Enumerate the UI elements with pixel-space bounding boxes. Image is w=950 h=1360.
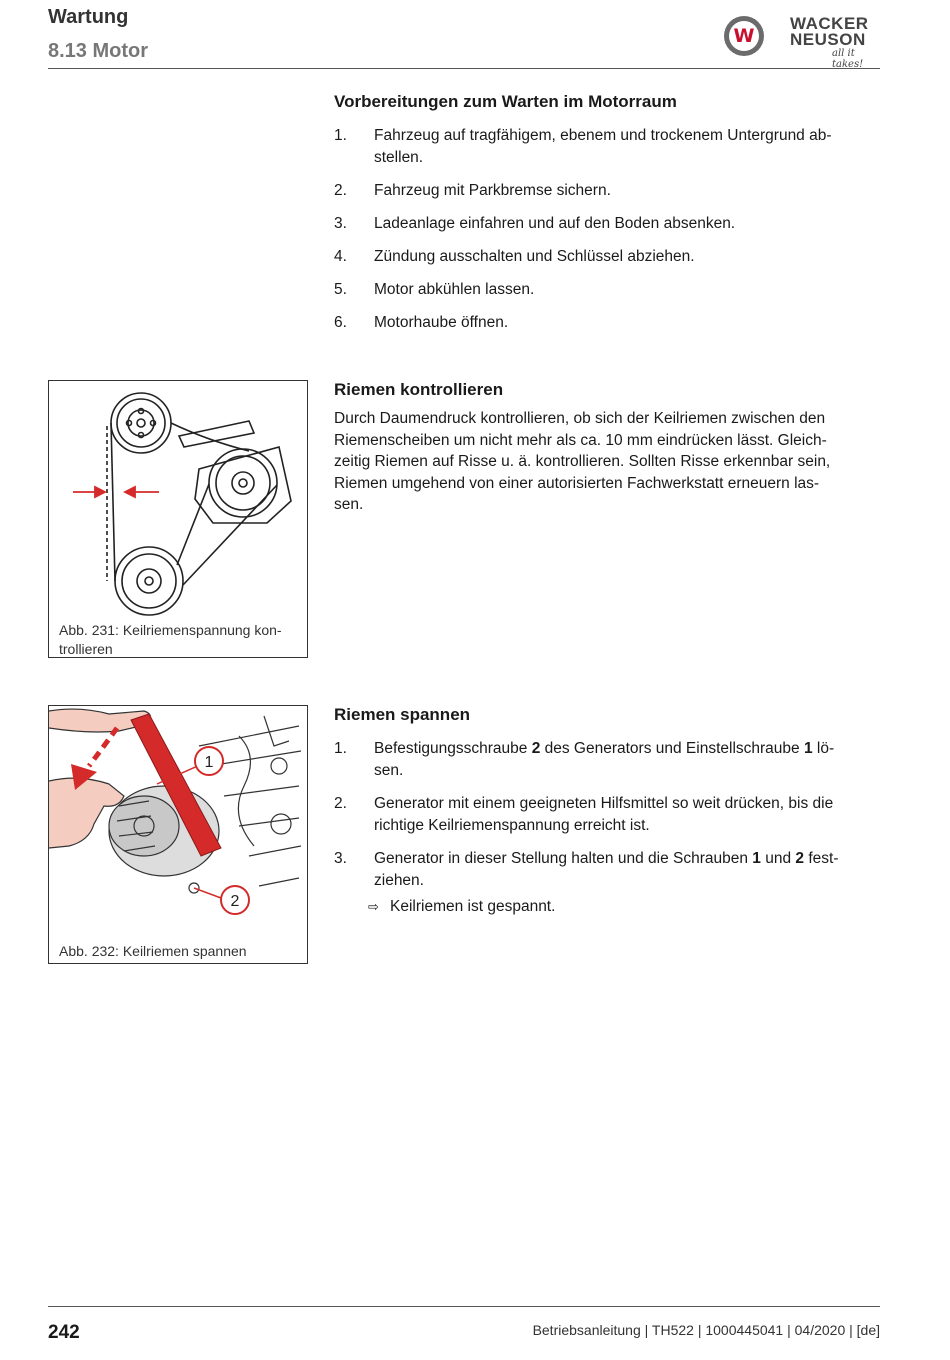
logo-text-line1: WACKER xyxy=(790,14,869,33)
belt-drive-drawing xyxy=(49,381,307,616)
callout-2: 2 xyxy=(230,893,240,910)
figure-belt-check xyxy=(48,380,308,658)
result-line: ⇨ Keilriemen ist gespannt. xyxy=(368,896,555,919)
document-info: Betriebsanleitung | TH522 | 1000445041 | 04/2020 | [de] xyxy=(532,1322,880,1338)
list-item: 6. Motorhaube öffnen. xyxy=(334,314,509,331)
logo-tagline: all it takes! xyxy=(832,48,864,70)
brand-logo xyxy=(724,14,884,70)
alternator-tension-drawing xyxy=(49,706,307,936)
result-arrow-icon: ⇨ xyxy=(368,900,379,915)
list-item: 2. Fahrzeug mit Parkbremse sichern. xyxy=(334,182,611,199)
list-item: 2. Generator mit einem geeigneten Hilfsmittel so weit drücken, bis die richtige Keilriemenspannung erreicht ist. xyxy=(334,795,834,834)
tension-steps xyxy=(334,738,874,892)
list-item: 3. Ladeanlage einfahren und auf den Boden absenken. xyxy=(334,215,736,232)
list-item: 5. Motor abkühlen lassen. xyxy=(334,281,535,298)
list-item: 1. Fahrzeug auf tragfähigem, ebenem und trockenem Untergrund ab- stellen. xyxy=(334,127,832,166)
section-title: 8.13 Motor xyxy=(48,40,149,62)
chapter-title: Wartung xyxy=(48,6,129,28)
page-number: 242 xyxy=(48,1322,80,1343)
figure-belt-tension xyxy=(48,705,308,964)
heading-preparation: Vorbereitungen zum Warten im Motorraum xyxy=(334,92,677,111)
footer-divider xyxy=(48,1306,880,1307)
logo-badge-icon: W xyxy=(724,16,764,56)
preparation-steps xyxy=(334,125,874,334)
list-item: 4. Zündung ausschalten und Schlüssel abziehen. xyxy=(334,248,695,265)
belt-check-paragraph: Durch Daumendruck kontrollieren, ob sich der Keilriemen zwischen den Riemenscheiben um nicht mehr als ca. 10 mm eindrücken lässt. Gleich- zeitig Riemen auf Risse u. ä. kontrollieren. Sollten Risse erkennbar sein, Riemen umgehend von einer autorisierten Fachwerkstatt erneuern las- sen. xyxy=(334,410,831,513)
heading-belt-tension: Riemen spannen xyxy=(334,705,471,724)
list-item: 3. Generator in dieser Stellung halten und die Schrauben 1 und 2 fest- ziehen. xyxy=(334,850,839,889)
logo-text-line2: NEUSON xyxy=(790,30,866,49)
callout-1: 1 xyxy=(204,754,214,771)
figure-caption: Abb. 232: Keilriemen spannen xyxy=(59,943,247,959)
list-item: 1. Befestigungsschraube 2 des Generators und Einstellschraube 1 lö- sen. xyxy=(334,740,835,779)
figure-caption: Abb. 231: Keilriemenspannung kon- trollieren xyxy=(59,622,282,657)
heading-belt-check: Riemen kontrollieren xyxy=(334,380,504,399)
header-divider xyxy=(48,68,880,69)
